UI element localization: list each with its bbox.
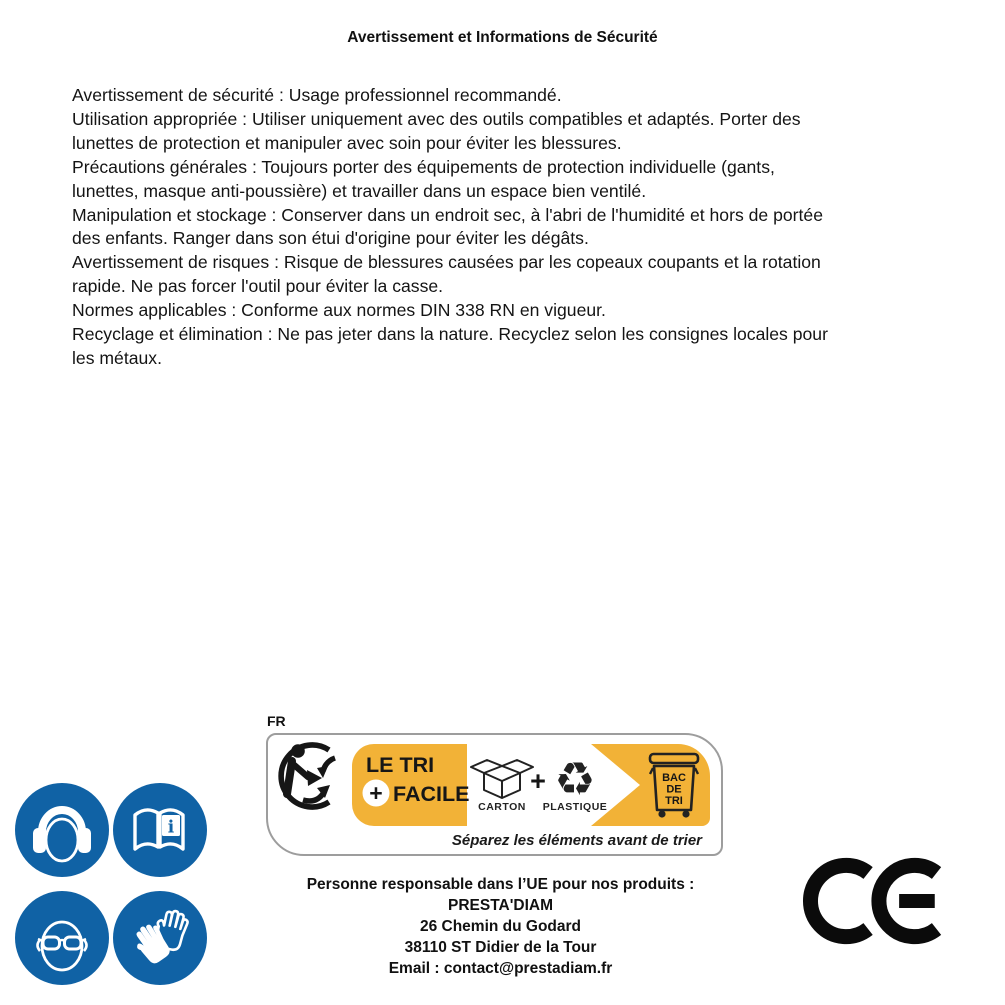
bin-line1: BAC <box>662 772 686 784</box>
triman-icon <box>281 744 335 807</box>
company-name: PRESTA'DIAM <box>447 897 553 914</box>
body-line: les métaux. <box>72 347 162 368</box>
banner-line1: LE TRI <box>366 753 435 777</box>
body-line: Normes applicables : Conforme aux normes DIN 338 RN en vigueur. <box>72 300 606 321</box>
body-line: Utilisation appropriée : Utiliser uniquement avec des outils compatibles et adaptés. Porter des <box>72 108 801 129</box>
eye-protection-icon <box>14 890 110 986</box>
responsible-person-block <box>248 874 753 979</box>
body-line: Recyclage et élimination : Ne pas jeter dans la nature. Recyclez selon les consignes locales pour <box>72 324 828 345</box>
page-title: Avertissement et Informations de Sécurité <box>347 29 658 46</box>
body-line: rapide. Ne pas forcer l'outil pour éviter la casse. <box>72 276 444 297</box>
body-line: Précautions générales : Toujours porter des équipements de protection individuelle (gants, <box>72 156 775 177</box>
contact-email: Email : contact@prestadiam.fr <box>388 960 613 977</box>
svg-text:i: i <box>167 817 175 838</box>
materials-plus: + <box>530 766 546 796</box>
body-line: Avertissement de risques : Risque de blessures causées par les copeaux coupants et la rotation <box>72 252 821 273</box>
plastic-recycling-icon: ♻ <box>554 752 596 806</box>
body-line: Manipulation et stockage : Conserver dans un endroit sec, à l'abri de l'humidité et hors de portée <box>72 204 823 225</box>
banner-plus: + <box>369 780 383 806</box>
body-line: des enfants. Ranger dans son étui d'origine pour éviter les dégâts. <box>72 228 589 249</box>
body-line: lunettes de protection et manipuler avec soin pour éviter les blessures. <box>72 132 622 153</box>
info-tri-label <box>266 733 723 856</box>
gloves-icon <box>112 890 208 986</box>
material-plastique-label: PLASTIQUE <box>542 801 608 813</box>
bin-line3: TRI <box>665 795 683 807</box>
safety-text-block <box>72 84 952 371</box>
material-carton-label: CARTON <box>478 801 526 813</box>
ear-protection-icon <box>14 782 110 878</box>
read-manual-icon <box>112 782 208 878</box>
fr-country-label: FR <box>267 713 286 729</box>
bin-line2: DE <box>666 783 682 796</box>
address-line2: 38110 ST Didier de la Tour <box>404 939 597 956</box>
address-line1: 26 Chemin du Godard <box>419 918 582 935</box>
banner-line2: FACILE <box>393 782 470 806</box>
mandatory-safety-icons <box>14 782 222 986</box>
ce-mark <box>796 849 946 953</box>
sort-tagline: Séparez les éléments avant de trier <box>451 832 702 849</box>
body-line: Avertissement de sécurité : Usage professionnel recommandé. <box>72 85 562 105</box>
responsible-intro: Personne responsable dans l’UE pour nos produits : <box>306 876 695 893</box>
body-line: lunettes, masque anti-poussière) et travailler dans un espace bien ventilé. <box>72 180 647 201</box>
